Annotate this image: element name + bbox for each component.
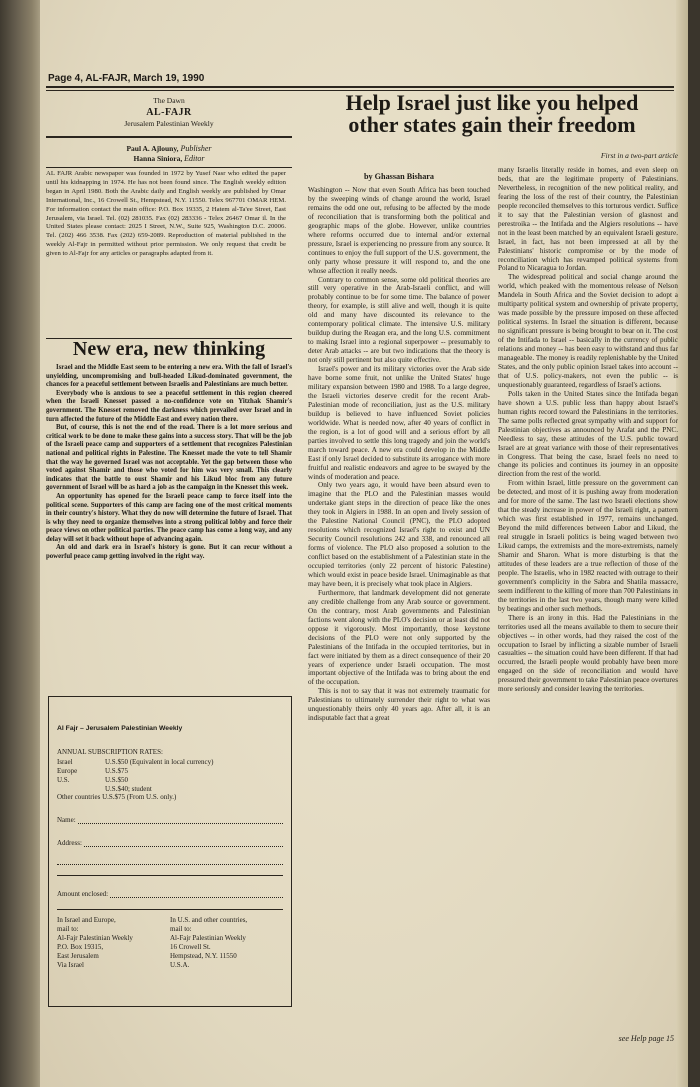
mail-line: U.S.A. [170, 960, 190, 969]
article-column-2 [498, 166, 678, 694]
masthead-subtitle: Jerusalem Palestinian Weekly [124, 119, 214, 128]
page-folio: Page 4, AL-FAJR, March 19, 1990 [48, 73, 205, 84]
rates-heading: ANNUAL SUBSCRIPTION RATES: [57, 747, 163, 756]
editorial-headline: New era, new thinking [72, 338, 266, 360]
subscription-title: Al Fajr – Jerusalem Palestinian Weekly [57, 725, 183, 732]
mail-line: mail to: [57, 924, 79, 933]
mail-line: Hempstead, N.Y. 11550 [170, 951, 237, 960]
staff-box [46, 144, 292, 164]
mail-us [170, 916, 283, 969]
mail-line: 16 Crowell St. [170, 942, 211, 951]
masthead-kicker: The Dawn [153, 96, 185, 105]
continued-jump: see Help page 15 [618, 1034, 674, 1043]
rate-price: U.S.$50 [105, 775, 128, 784]
rate-region [57, 785, 105, 794]
mail-line: mail to: [170, 924, 192, 933]
form-rule [57, 875, 283, 876]
rate-region: Israel [57, 757, 73, 766]
series-note: First in a two-part article [600, 151, 678, 160]
mail-line: In Israel and Europe, [57, 916, 116, 925]
amount-label: Amount enclosed: [57, 890, 109, 899]
article-paragraph: From within Israel, little pressure on the government can be detected, and most of it is pushing away from moderation and for more of the same. The last two Israeli elections show that the steady increase in power of the Israeli right, a pattern which was first established in 1977, remains unchanged. Beyond the mild differences between Labor and Likud, the real struggle in Israeli politics is being waged between two Likud camps, the extremists and the more-extremists, namely Shamir and Sharon. What is more disturbing is that the attitudes of these leaders are a true reflection of those of the people. The Israelis, who in 1982 reacted with outrage to their government's complicity in the Sabra and Shatila massacre, seem indifferent to the killing of more than 700 Palestinians in the territories in the last two years, though many were killed by beatings and other such methods. [498, 479, 678, 613]
rate-row [57, 785, 283, 794]
staff-rule [46, 167, 292, 168]
masthead-rule [46, 136, 292, 138]
editor-role: Editor [184, 154, 205, 163]
editor-name: Hanna Siniora, [133, 154, 183, 163]
rate-price: U.S.$50 (Equivalent in local currency) [105, 757, 214, 766]
name-label: Name: [57, 816, 76, 825]
newspaper-page [40, 0, 688, 1087]
article-paragraph: Furthermore, that landmark development did not generate any credible challenge from any Arab source or government. On the contrary, most Arab governments and Palestinian factions went along with the PLO's decision or at least did not oppose it vigorously. Most importantly, those keystone decisions of the PLO were not only supported by the Palestinians of the Intifada in the occupied territories, but in fact were initiated by them as a direct consequence of their 20 years of experience under Israeli occupation. The most important objective of the Intifada was to bring about the end of the occupation. [308, 588, 490, 687]
mail-line: In U.S. and other countries, [170, 916, 248, 925]
article-paragraph: Only two years ago, it would have been absurd even to imagine that the PLO and the Palestinian masses would undertake giant steps in the direction of peace like the ones they took in Algiers in 1988. In an open and lively session of the Palestine National Council (PNC), the PLO adopted resolutions which recognized Israel's right to exist and UN Security Council resolutions 242 and 338, and renounced all forms of violence. The PLO also proposed a solution to the conflict based on the establishment of a Palestinian state in the occupied territories (only 22 percent of historic Palestine) which would exist in peace beside Israel. Unimaginable as that may have been, it is precisely what took place in Algiers. [308, 481, 490, 588]
article-paragraph: This is not to say that it was not extremely traumatic for Palestinians to ultimately surrender their right to what was unquestionably theirs only 40 years ago. After all, it is an indisputable fact that a great [308, 687, 490, 723]
article-paragraph: Washington -- Now that even South Africa has been touched by the sweeping winds of change around the world, Israel remains the odd one out, refusing to be affected by the mode of reconciliation that is transforming both the political and geographic maps of the globe. However, unlike countries where reforms occurred due to internal and/or external pressure, Israel is experiencing no pressure from any source. It continues to enjoy the full support of the U.S. government, the only party whose pressure it will respond to, and the one whose affection it really needs. [308, 186, 490, 275]
article-paragraph: The widespread political and social change around the world, which peaked with the momentous release of Nelson Mandela in South Africa and the Soviet decision to adopt a multiparty political system and ownership of private property, was made possible by the pressure imposed on these affected political systems. In Israel the situation is different, because no significant pressure is being brought to bear on it. The cost of the Intifada to Israel -- basically in the currency of public relations and money -- has been easy to withstand and thus far manageable. The money is readily replenishable by the United States, and the only public opinion Israel takes into account -- that of U.S. policy-makers, not even the public -- is unquestionably guaranteed, regardless of Israel's actions. [498, 273, 678, 389]
rate-region: U.S. [57, 775, 70, 784]
editorial-paragraph: An opportunity has opened for the Israeli peace camp to force itself into the political scene. Supporters of this camp are facing one of the most critical moments in their country's history. What they do now will determine the future of Israel. That is why they need to organize themselves into a strong political lobby and force their peace views on other political parties. The peace camp has come a long way, and any delay will set it back without hope of advancing again. [46, 492, 292, 543]
mail-line: Al-Fajr Palestinian Weekly [57, 933, 133, 942]
mailing-addresses [57, 916, 283, 969]
masthead [46, 96, 292, 129]
rate-row [57, 767, 283, 776]
mail-line: P.O. Box 19315, [57, 942, 104, 951]
address-label: Address: [57, 839, 82, 848]
editorial-paragraph: Everybody who is anxious to see a peaceful settlement in this region cheered when the Israeli Knesset passed a no-confidence vote on Yitzhak Shamir's government. The Knesset removed the darkness which prevailed over Israel and in turn affected the future of the Middle East and every nation there. [46, 389, 292, 423]
mail-israel [57, 916, 170, 969]
rate-row [57, 776, 283, 785]
publisher-role: Publisher [180, 144, 212, 153]
rate-price: U.S.$40; student [105, 784, 152, 793]
article-headline-line: other states gain their freedom [348, 112, 636, 137]
mail-line: Via Israel [57, 960, 84, 969]
amount-field[interactable] [57, 890, 283, 899]
article-headline-line: Help Israel just like you helped [345, 90, 639, 115]
address-blank[interactable] [84, 839, 283, 847]
subscription-form [48, 696, 292, 1007]
article-column-1 [308, 186, 490, 723]
mail-line: Al-Fajr Palestinian Weekly [170, 933, 246, 942]
name-blank[interactable] [78, 816, 283, 824]
editorial-paragraph: Israel and the Middle East seem to be entering a new era. With the fall of Israel's unyielding, uncompromising and bull-headed Likud-dominated government, the chances for a peaceful settlement between Israelis and Palestinians are much better. [46, 364, 292, 389]
article-paragraph: There is an irony in this. Had the Palestinians in the territories used all the means available to them to secure their objectives -- in other words, had they raised the cost of the occupation to Israel by inflicting a sizable number of Israeli casualties -- the situation could have been different. If that had occurred, the Israeli people would probably have been more engaged on the side of reconciliation and would have pressured their government to take Palestinian peace overtures more seriously and consider leaving the territories. [498, 613, 678, 694]
editorial-paragraph: But, of course, this is not the end of the road. There is a lot more serious and critical work to be done to make these gains into a success story. That will be the job of the Israeli peace camp and supporters of a settlement that recognizes Palestinian national and political rights in Palestine. The Knesset made the vote to tell Shamir that the way he governed Israel was not acceptable. Yet the gap between those who voted against Shamir and those who voted for him was very small. This clearly indicates that the battle to oust Shamir and his Likud bloc from any future government of Israel will be as hard a job as the campaign in the Knesset this week. [46, 424, 292, 492]
article-paragraph: Israel's power and its military victories over the Arab side have borne some fruit, not unlike the United States' huge military expansion between 1980 and 1988. To a large degree, the Israeli victories deserve credit for the recent Arab-Palestinian mode of reconciliation, just as the U.S. military buildup is believed to have influenced Soviet policies worldwide. What is needed now, after 40 years of conflict in the region, is a lot of good will and a serious effort by all parties involved to settle this long tragedy and join the world's march toward peace. A new era could develop in the Middle East if only Israel decided to substitute its arrogance with more fruitful and realistic endeavors and agree to be swayed by the winds of moderation and peace. [308, 365, 490, 481]
publication-notice: AL FAJR Arabic newspaper was founded in 1972 by Yusef Nasr who edited the paper until his kidnapping in 1974. He has not been found since. The English weekly edition began in April 1980. Both the Arabic daily and English weekly are published by Omar International, Inc., 16 Crowell St., Hempstead, N.Y. 11550. Telex 967701 OMAR HEM. For information contact the main office: P.O. Box 19335, 2 Hatem al-Ta'ee Street, East Jerusalem, via Israel. Tel. (02) 281035. Fax (02) 283336 - Telex 26467 Omar il. In the United States please contact: 2025 I Street, N.W., Suite 925, Washington D.C. 20006. Tel. (202) 466 3538. Fax (202) 659-2089. Reproduction of material published in the weekly Al-Fajr in permitted without prior permission. We only request that credit be given to Al-Fajr for any articles or paragraphs adapted from it. [46, 170, 286, 258]
article-paragraph: many Israelis literally reside in homes, and even sleep on beds, that are the legitimate property of Palestinians. Nevertheless, in recognition of the new political reality, and fearing the loss of the rest of their country, the Palestinian people reconciled themselves to this torturous verdict. Suffice it to say that the Palestinian version of glasnost and perestroika -- the Intifada and the Algiers resolutions -- have not in the least been matched by an equivalent Israeli gesture. Israel, in fact, has not been impressed at all by the Palestinians' historic compromise or by the mode of reconciliation which has revamped political systems from Poland to Nicaragua to Jordan. [498, 166, 678, 273]
editorial-body [46, 364, 292, 562]
amount-blank[interactable] [110, 890, 283, 898]
publisher-name: Paul A. Ajlouny, [126, 144, 179, 153]
rate-row [57, 758, 283, 767]
article-paragraph: Contrary to common sense, some old political theories are still very operative in the Arab-Israeli conflict, and will probably continue to be for some time. The balance of power theory, for example, is still alive and well, though it is quite old and many have discounted its relevance to the contemporary political climate. The intensive U.S. military buildup during the Reagan era, and the long U.S. commitment to making Israel into a regional superpower -- presumably to deter Arab attacks -- are but two indications that the theory is not only still pertinent but also quite effective. [308, 275, 490, 365]
article-paragraph: Polls taken in the United States since the Intifada began have shown a U.S. public less than happy about Israel's human rights record toward the Palestinians in the territories. The same polls reflected great sympathy with and support for Palestinian objectives as announced by Arafat and the PNC. Needless to say, these attitudes of the U.S. public toward Israel are at great variance with those of their representatives in Congress. That being the case, Israel feels no need to change its policies and continues its journey in an opposite direction from the rest of the world. [498, 389, 678, 479]
editorial-paragraph: An old and dark era in Israel's history is gone. But it can recur without a powerful peace camp getting involved in the right way. [46, 544, 292, 561]
name-field[interactable] [57, 816, 283, 825]
address-blank-line[interactable] [57, 857, 283, 865]
book-binding [0, 0, 40, 1087]
address-field[interactable] [57, 839, 283, 848]
byline: by Ghassan Bishara [363, 172, 435, 181]
article-headline [306, 92, 678, 136]
rate-price: U.S.$75 [105, 766, 128, 775]
folio-rule [46, 86, 674, 88]
masthead-title: AL-FAJR [146, 107, 192, 118]
rate-region: Europe [57, 766, 78, 775]
form-rule [57, 909, 283, 910]
rate-other-countries: Other countries U.S.$75 (From U.S. only.) [57, 793, 177, 802]
mail-line: East Jerusalem [57, 951, 99, 960]
